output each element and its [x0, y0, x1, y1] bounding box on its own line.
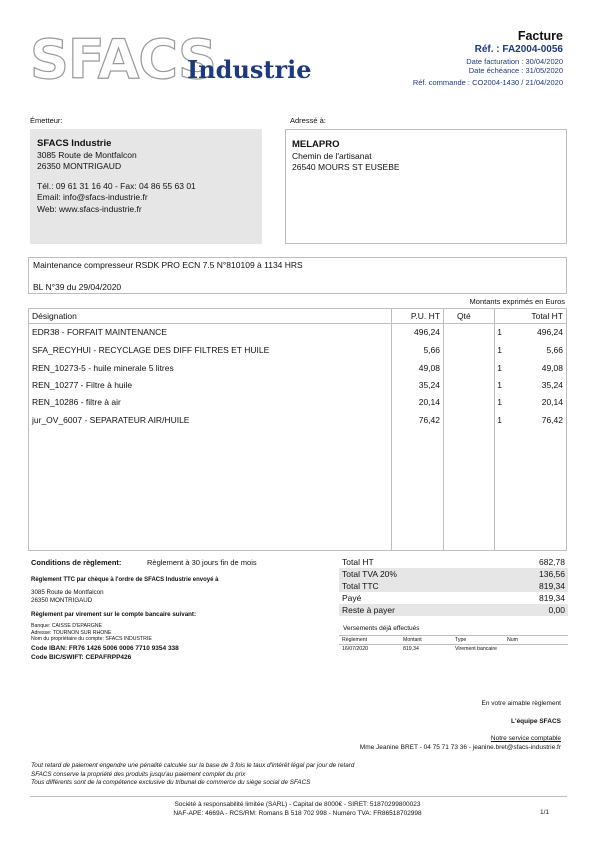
- versements-table: [339, 635, 568, 653]
- destinataire-address1: Chemin de l'artisanat: [292, 150, 372, 161]
- payment-conditions: [31, 558, 257, 567]
- service-comptable: Notre service comptable: [490, 735, 561, 742]
- table-row: [29, 323, 566, 341]
- bank-codes: [31, 644, 179, 662]
- vers-col-montant: Montant: [403, 637, 422, 643]
- col-total: Total HT: [531, 310, 563, 321]
- iban: Code IBAN: FR76 1426 5006 0006 7710 9354 338: [31, 645, 179, 652]
- bank-owner: Nom du propriétaire du compte: SFACS INDUSTRIE: [31, 636, 152, 642]
- reste-value: 0,00: [548, 605, 565, 615]
- emetteur-web: Web: www.sfacs-industrie.fr: [37, 203, 142, 214]
- total-row: [339, 604, 568, 616]
- total-tva-value: 136,56: [539, 569, 565, 579]
- page-number: 1/1: [539, 809, 549, 816]
- contact-line: Mme Jeanine BRET - 04 75 71 73 36 - jeanine.bret@sfacs-industrie.fr: [359, 744, 561, 751]
- date-facturation: Date facturation : 30/04/2020: [466, 57, 563, 66]
- cheque-address: [31, 589, 104, 605]
- destinataire-name: MELAPRO: [292, 139, 340, 150]
- bank-name: Banque: CAISSE D'EPARGNE: [31, 623, 102, 629]
- note-line1: Maintenance compresseur RSDK PRO ECN 7.5 N°810109 à 1134 HRS: [33, 260, 303, 270]
- table-row: [29, 359, 566, 376]
- total-row: [339, 580, 568, 592]
- col-pu: P.U. HT: [410, 310, 440, 321]
- emetteur-address2: 26350 MONTRIGAUD: [37, 161, 122, 171]
- row-qte: 1: [497, 345, 502, 355]
- row-designation: REN_10277 - Filtre à huile: [32, 379, 133, 390]
- row-pu: 49,08: [418, 362, 440, 373]
- conditions-value: Règlement à 30 jours fin de mois: [147, 558, 257, 567]
- table-row: [29, 393, 566, 411]
- items-table-box: [28, 308, 567, 551]
- total-row: [339, 556, 568, 568]
- legal-line2: SFACS conserve la propriété des produits jusqu'au paiement complet du prix: [31, 770, 246, 778]
- row-pu: 5,66: [423, 345, 440, 355]
- vers-col-reglement: Règlement: [342, 637, 368, 643]
- legal-line3: Tous différents sont de la compétence exclusive du tribunal de commerce du siège social de SFACS: [31, 779, 311, 786]
- row-designation: jur_OV_6007 - SEPARATEUR AIR/HUILE: [32, 415, 190, 425]
- invoice-title: Facture: [517, 29, 563, 43]
- vers-date: 16/07/2020: [342, 646, 368, 652]
- row-total: 49,08: [541, 362, 563, 373]
- col-qte: Qté: [457, 310, 471, 321]
- row-qte: 1: [497, 415, 502, 425]
- virement-label: Règlement par virement sur le compte bancaire suivant:: [31, 611, 197, 618]
- total-ttc-value: 819,34: [539, 581, 565, 591]
- row-designation: REN_10286 - filtre à air: [32, 397, 121, 407]
- date-echeance: Date échéance : 31/05/2020: [468, 66, 563, 75]
- row-pu: 496,24: [414, 327, 440, 338]
- total-ht-value: 682,78: [539, 557, 565, 567]
- row-pu: 35,24: [418, 379, 440, 390]
- total-ttc-label: Total TTC: [342, 581, 379, 591]
- legal-line1: Tout retard de paiement engendre une pénalité calculée sur la base de 3 fois le taux d'intérêt légal par jour de retard: [31, 762, 355, 769]
- legal-notice: [31, 762, 354, 788]
- vers-col-type: Type: [455, 637, 467, 643]
- total-ht-label: Total HT: [342, 557, 374, 567]
- row-pu: 20,14: [418, 397, 440, 407]
- row-designation: SFA_RECYHUI - RECYCLAGE DES DIFF FILTRES ET HUILE: [32, 345, 270, 355]
- destinataire-box: [285, 129, 567, 244]
- vers-col-num: Num: [507, 637, 518, 643]
- emetteur-box: [30, 129, 262, 244]
- vers-type: Virement bancaire: [455, 646, 498, 652]
- bank-details: [31, 623, 152, 643]
- invoice-header: [263, 29, 563, 87]
- conditions-label: Conditions de règlement:: [31, 558, 122, 567]
- invoice-ref: Réf. : FA2004-0056: [474, 44, 563, 55]
- currency-note: Montants exprimés en Euros: [469, 297, 565, 306]
- footer-line2: NAF-APE: 4669A - RCS/RM: Romans B 518 702 998 - Numéro TVA: FR86518702998: [173, 810, 422, 817]
- table-row: [29, 411, 566, 429]
- footer: [0, 800, 595, 818]
- company-logo-subtitle: Industrie: [187, 55, 312, 84]
- footer-line1: Société à responsabilité limitée (SARL) - Capital de 8000€ - SIRET: 51870299800023: [174, 801, 421, 808]
- footer-divider: [30, 796, 567, 797]
- total-row: [339, 568, 568, 580]
- row-designation: EDR38 - FORFAIT MAINTENANCE: [32, 327, 167, 338]
- table-row: [29, 376, 566, 393]
- row-qte: 1: [497, 327, 502, 338]
- emetteur-phone: Tél.: 09 61 31 16 40 - Fax: 04 86 55 63 01: [37, 180, 196, 191]
- emetteur-label: Émetteur:: [30, 116, 63, 125]
- note-line2: BL N°39 du 29/04/2020: [33, 282, 122, 292]
- salutation: En votre aimable règlement: [481, 700, 561, 707]
- col-designation: Désignation: [32, 310, 77, 321]
- items-table: [29, 309, 566, 429]
- row-qte: 1: [497, 379, 502, 390]
- reste-label: Reste à payer: [342, 605, 395, 615]
- row-total: 35,24: [541, 379, 563, 390]
- total-tva-label: Total TVA 20%: [342, 569, 397, 579]
- team-signature: L'équipe SFACS: [511, 718, 561, 725]
- table-row: [29, 341, 566, 359]
- row-total: 5,66: [546, 345, 563, 355]
- cheque-addr1: 3085 Route de Montfalcon: [31, 589, 104, 596]
- note-box: [28, 257, 567, 294]
- destinataire-label: Adressé à:: [290, 116, 326, 125]
- emetteur-email: Email: info@sfacs-industrie.fr: [37, 192, 148, 202]
- versements-header: [339, 636, 568, 645]
- company-logo: SFACS: [30, 28, 216, 91]
- ref-commande: Réf. commande : CO2004-1430 / 21/04/2020: [412, 78, 563, 87]
- row-total: 496,24: [537, 327, 563, 338]
- bic: Code BIC/SWIFT: CEPAFRPP426: [31, 654, 132, 661]
- row-qte: 1: [497, 397, 502, 407]
- row-total: 76,42: [541, 415, 563, 425]
- bank-address: Adresse: TOURNON SUR RHONE: [31, 629, 112, 636]
- totals-table: [339, 556, 568, 616]
- row-qte: 1: [497, 362, 502, 373]
- cheque-addr2: 26350 MONTRIGAUD: [31, 597, 93, 604]
- paye-label: Payé: [342, 593, 362, 603]
- emetteur-address1: 3085 Route de Montfalcon: [37, 149, 137, 160]
- row-designation: REN_10273-5 - huile minerale 5 litres: [32, 362, 174, 373]
- paye-value: 819,34: [539, 593, 565, 603]
- vers-montant: 819,34: [403, 646, 419, 652]
- row-total: 20,14: [541, 397, 563, 407]
- versements-title: Versements déjà effectués: [343, 625, 420, 632]
- row-pu: 76,42: [418, 415, 440, 425]
- emetteur-name: SFACS Industrie: [37, 138, 112, 149]
- total-row: [339, 592, 568, 604]
- cheque-label: Règlement TTC par chèque à l'ordre de SFACS Industrie envoyé à: [31, 577, 219, 583]
- destinataire-address2: 26540 MOURS ST EUSEBE: [292, 162, 400, 172]
- versements-row: [339, 645, 568, 653]
